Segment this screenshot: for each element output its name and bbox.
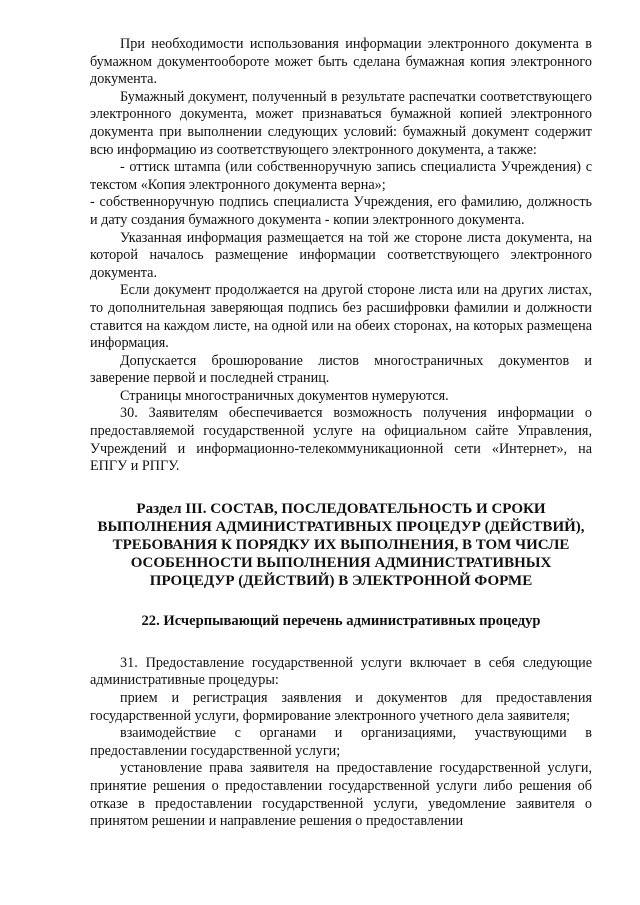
section-title: Раздел III. СОСТАВ, ПОСЛЕДОВАТЕЛЬНОСТЬ И СРОКИ ВЫПОЛНЕНИЯ АДМИНИСТРАТИВНЫХ ПРОЦЕДУР (ДЕЙСТВИЙ), ТРЕБОВАНИЯ К ПОРЯДКУ ИХ ВЫПОЛНЕНИЯ, В ТОМ ЧИСЛЕ ОСОБЕННОСТИ ВЫПОЛНЕНИЯ АДМИНИСТРАТИВНЫХ ПРОЦЕДУР (ДЕЙСТВИЙ) В ЭЛЕКТРОННОЙ ФОРМЕ bbox=[97, 500, 585, 589]
subsection-title: 22. Исчерпывающий перечень административных процедур bbox=[141, 612, 541, 629]
paragraph-info-placement: Указанная информация размещается на той же стороне листа документа, на которой началось размещение информации соответствующего электронного документа. bbox=[90, 229, 592, 281]
list-item-decision: установление права заявителя на предоставление государственной услуги, принятие решения о предоставлении государственной услуги либо решения об отказе в предоставлении государственной услуги, уведомление заявителя о принятом решении и направление решения о предоставлении bbox=[90, 760, 592, 830]
paragraph-signature-item: - собственноручную подпись специалиста Учреждения, его фамилию, должность и дату создания бумажного документа - копии электронного документа. bbox=[90, 194, 592, 228]
paragraph-paper-copy-conditions: Бумажный документ, полученный в результате распечатки соответствующего электронного документа, может признаваться бумажной копией электронного документа при выполнении следующих условий: бумажный документ содержит всю информацию из соответствующего электронного документа, а также: bbox=[90, 88, 592, 158]
paragraph-item-31: 31. Предоставление государственной услуги включает в себя следующие административные процедуры: bbox=[90, 654, 592, 689]
paragraph-paper-copy: При необходимости использования информации электронного документа в бумажном документообороте может быть сделана бумажная копия электронного документа. bbox=[90, 36, 592, 88]
paragraph-additional-signature: Если документ продолжается на другой стороне листа или на других листах, то дополнительная заверяющая подпись без расшифровки фамилии и должности ставится на каждом листе, на одной или на обеих сторонах, на которых размещена информация. bbox=[90, 282, 592, 352]
paragraph-page-numbering: Страницы многостраничных документов нумеруются. bbox=[120, 387, 449, 404]
list-item-interaction: взаимодействие с органами и организациями, участвующими в предоставлении государственной услуги; bbox=[90, 725, 592, 759]
list-item-reception: прием и регистрация заявления и документов для предоставления государственной услуги, формирование электронного учетного дела заявителя; bbox=[90, 690, 592, 724]
paragraph-item-30: 30. Заявителям обеспечивается возможность получения информации о предоставляемой государственной услуге на официальном сайте Управления, Учреждений и информационно-телекоммуникационной сети «Интернет», на ЕПГУ и РПГУ. bbox=[90, 405, 592, 475]
paragraph-stamp-item: - оттиск штампа (или собственноручную запись специалиста Учреждения) с текстом «Копия электронного документа верна»; bbox=[90, 159, 592, 193]
paragraph-binding: Допускается брошюрование листов многостраничных документов и заверение первой и последней страниц. bbox=[90, 352, 592, 387]
